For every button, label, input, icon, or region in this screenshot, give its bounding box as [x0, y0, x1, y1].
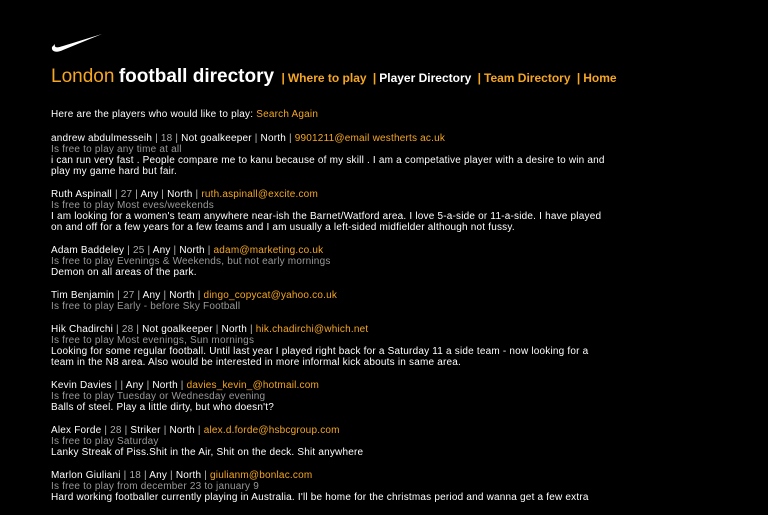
search-again-link[interactable]: Search Again [256, 109, 319, 120]
field-separator: | [132, 189, 141, 200]
player-area: North [175, 470, 202, 481]
site-header [51, 66, 617, 88]
player-summary [51, 324, 611, 335]
player-availability: Is free to play Most evenings, Sun mornings [51, 335, 255, 346]
player-age: 28 [110, 425, 122, 436]
field-separator: | [194, 290, 204, 301]
player-position: Any [140, 189, 159, 200]
nav-separator: | [372, 71, 377, 85]
player-email-link[interactable]: 9901211@email westherts ac.uk [294, 133, 446, 144]
player-area: North [152, 380, 178, 391]
player-description: Lanky Streak of Piss.Shit in the Air, Shit on the deck. Shit anywhere [51, 447, 364, 458]
field-separator: | [111, 380, 121, 391]
field-separator: | [160, 425, 170, 436]
player-email-link[interactable]: adam@marketing.co.uk [213, 245, 324, 256]
player-name: Hik Chadirchi [51, 324, 114, 335]
field-separator: | [286, 133, 295, 144]
field-separator: | [121, 425, 131, 436]
player-email-link[interactable]: ruth.aspinall@excite.com [201, 189, 318, 200]
player-name: Tim Benjamin [51, 290, 115, 301]
player-position: Any [125, 380, 144, 391]
player-email-link[interactable]: giulianm@bonlac.com [210, 470, 313, 481]
player-age: 27 [120, 189, 133, 200]
player-description: Looking for some regular football. Until last year I played right back for a Saturday 11 a side team - now looking for a team in the N8 area. Also would be interested in more informal kick abouts in same area. [51, 346, 589, 368]
player-description: Demon on all areas of the park. [51, 267, 197, 278]
player-position: Not goalkeeper [181, 133, 252, 144]
field-separator: | [172, 133, 182, 144]
player-entry [51, 245, 611, 278]
player-position: Any [142, 290, 161, 301]
player-email-link[interactable]: hik.chadirchi@which.net [255, 324, 369, 335]
field-separator: | [134, 290, 143, 301]
player-name: Alex Forde [51, 425, 102, 436]
player-position: Not goalkeeper [142, 324, 213, 335]
nav-link-home[interactable]: Home [583, 71, 617, 85]
player-availability: Is free to play any time at all [51, 144, 182, 155]
site-title-city: London [51, 66, 115, 87]
field-separator: | [251, 133, 261, 144]
field-separator: | [114, 290, 123, 301]
player-summary [51, 380, 611, 391]
site-title-rest: football directory [118, 66, 275, 87]
player-entry [51, 189, 611, 233]
player-summary [51, 245, 611, 256]
player-position: Any [149, 470, 168, 481]
player-entry [51, 324, 611, 368]
player-area: North [167, 189, 193, 200]
field-separator: | [133, 324, 143, 335]
player-email-link[interactable]: davies_kevin_@hotmail.com [186, 380, 320, 391]
player-name: Kevin Davies [51, 380, 112, 391]
nav-link-where-to-play[interactable]: Where to play [287, 71, 367, 85]
player-name: Adam Baddeley [51, 245, 125, 256]
field-separator: | [141, 470, 150, 481]
field-separator: | [124, 245, 133, 256]
field-separator: | [160, 290, 170, 301]
nav-separator: | [477, 71, 482, 85]
field-separator: | [101, 425, 111, 436]
player-summary [51, 133, 611, 144]
field-separator: | [143, 380, 153, 391]
field-separator: | [158, 189, 168, 200]
field-separator: | [177, 380, 187, 391]
player-availability: Is free to play Most eves/weekends [51, 200, 214, 211]
player-area: North [169, 425, 195, 436]
field-separator: | [246, 324, 256, 335]
player-age: 25 [132, 245, 145, 256]
field-separator: | [167, 470, 176, 481]
player-position: Any [152, 245, 171, 256]
player-availability: Is free to play Saturday [51, 436, 159, 447]
player-entry [51, 470, 611, 503]
player-email-link[interactable]: alex.d.forde@hsbcgroup.com [203, 425, 340, 436]
player-area: North [221, 324, 247, 335]
nav-link-team-directory[interactable]: Team Directory [484, 71, 571, 85]
player-availability: Is free to play Evenings & Weekends, but not early mornings [51, 256, 331, 267]
nike-swoosh-logo [51, 33, 103, 53]
field-separator: | [194, 425, 204, 436]
field-separator: | [120, 470, 130, 481]
field-separator: | [152, 133, 161, 144]
nav-separator: | [281, 71, 285, 85]
player-email-link[interactable]: dingo_copycat@yahoo.co.uk [203, 290, 338, 301]
player-entry [51, 133, 611, 177]
player-description: Balls of steel. Play a little dirty, but who doesn't? [51, 402, 274, 413]
main-nav [279, 71, 617, 85]
player-summary [51, 290, 611, 301]
player-area: North [260, 133, 286, 144]
player-name: Ruth Aspinall [51, 189, 112, 200]
field-separator: | [192, 189, 202, 200]
field-separator: | [120, 380, 126, 391]
player-availability: Is free to play Early - before Sky Football [51, 301, 241, 312]
player-entry [51, 290, 611, 312]
player-position: Striker [130, 425, 161, 436]
nav-separator: | [576, 71, 581, 85]
nav-link-player-directory[interactable]: Player Directory [379, 71, 472, 85]
player-age: 18 [160, 133, 173, 144]
player-age: 28 [121, 324, 134, 335]
player-name: andrew abdulmesseih [51, 133, 153, 144]
player-entry [51, 380, 611, 413]
player-availability: Is free to play Tuesday or Wednesday evening [51, 391, 266, 402]
player-summary [51, 425, 611, 436]
player-description: Hard working footballer currently playing in Australia. I'll be home for the christmas period and wanna get a few extra [51, 492, 589, 503]
field-separator: | [170, 245, 180, 256]
field-separator: | [212, 324, 222, 335]
intro-line [51, 109, 318, 120]
player-description: I am looking for a women's team anywhere near-ish the Barnet/Watford area. I love 5-a-side or 11-a-side. I have played on and off for a few years for a few teams and I am usually a left-sided midfielder although not fussy. [51, 211, 602, 233]
player-summary [51, 189, 611, 200]
player-age: 27 [122, 290, 135, 301]
player-area: North [169, 290, 195, 301]
intro-text: Here are the players who would like to play: [51, 109, 254, 120]
player-entry [51, 425, 611, 458]
player-age: 18 [129, 470, 141, 481]
field-separator: | [144, 245, 153, 256]
player-availability: Is free to play from december 23 to january 9 [51, 481, 259, 492]
player-summary [51, 470, 611, 481]
player-list [51, 133, 611, 515]
field-separator: | [113, 324, 122, 335]
player-description: i can run very fast . People compare me to kanu because of my skill . I am a competative player with a desire to win and play my game hard but fair. [51, 155, 605, 177]
player-area: North [179, 245, 205, 256]
field-separator: | [204, 245, 214, 256]
player-name: Marlon Giuliani [51, 470, 121, 481]
field-separator: | [111, 189, 121, 200]
field-separator: | [201, 470, 211, 481]
